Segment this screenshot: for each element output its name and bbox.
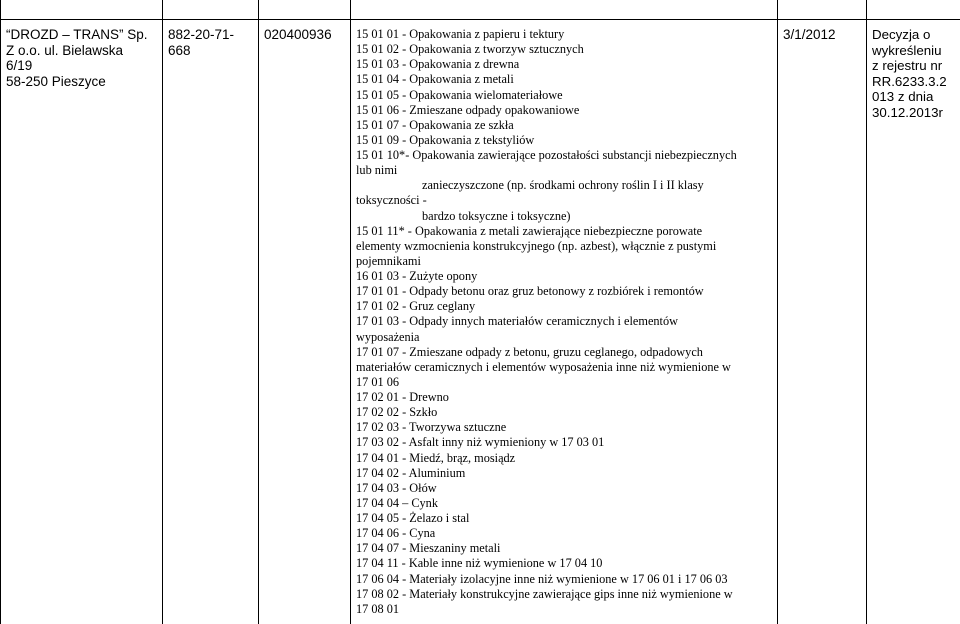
waste-code-line: 17 04 06 - Cyna xyxy=(356,526,436,541)
company-line: Z o.o. ul. Bielawska xyxy=(6,42,124,58)
waste-code-line: 17 01 02 - Gruz ceglany xyxy=(356,299,476,314)
waste-code-line: 15 01 10*- Opakowania zawierające pozostałości substancji niebezpiecznych xyxy=(356,148,737,162)
waste-code-line: 17 04 01 - Miedź, brąz, mosiądz xyxy=(356,450,516,465)
waste-code-line: 17 01 06 xyxy=(356,374,400,389)
waste-code-line: 15 01 03 - Opakowania z drewna xyxy=(356,57,520,72)
waste-code-line: 15 01 04 - Opakowania z metali xyxy=(356,72,514,87)
regon-value: 020400936 xyxy=(264,27,332,42)
waste-code-line: 17 01 07 - Zmieszane odpady z betonu, gruzu ceglanego, odpadowych xyxy=(356,344,703,359)
table-top-border xyxy=(0,19,960,20)
decision-cell xyxy=(872,27,960,121)
nip-line: 882-20-71- xyxy=(168,27,235,42)
waste-code-line: 17 02 03 - Tworzywa sztuczne xyxy=(356,420,507,435)
waste-code-line: 15 01 07 - Opakowania ze szkła xyxy=(356,117,514,132)
decision-line: z rejestru nr xyxy=(872,58,943,74)
waste-code-line: 17 02 02 - Szkło xyxy=(356,405,438,420)
waste-code-line: 17 02 01 - Drewno xyxy=(356,390,449,404)
waste-code-line: wyposażenia xyxy=(356,329,420,344)
decision-line: 013 z dnia xyxy=(872,89,934,105)
decision-line: wykreśleniu xyxy=(872,42,942,58)
waste-code-line: 17 04 07 - Mieszaniny metali xyxy=(356,541,501,556)
decision-line: RR.6233.3.2 xyxy=(872,73,947,89)
waste-code-line: 17 04 11 - Kable inne niż wymienione w 17 04 10 xyxy=(356,556,603,571)
nip-cell xyxy=(168,27,254,58)
company-line: “DROZD – TRANS” Sp. xyxy=(6,27,148,42)
waste-code-line: 15 01 02 - Opakowania z tworzyw sztucznych xyxy=(356,42,584,57)
waste-code-line: zanieczyszczone (np. środkami ochrony roślin I i II klasy xyxy=(422,178,704,193)
waste-code-line: 17 04 04 – Cynk xyxy=(356,495,438,510)
column-divider xyxy=(777,0,778,624)
entry-date-cell xyxy=(783,27,867,43)
company-cell xyxy=(6,27,156,89)
waste-code-line: toksyczności - xyxy=(356,193,427,208)
waste-code-line: materiałów ceramicznych i elementów wyposażenia inne niż wymienione w xyxy=(356,359,731,374)
column-divider xyxy=(258,0,259,624)
waste-code-line: 15 01 09 - Opakowania z tekstyliów xyxy=(356,132,535,147)
company-line: 6/19 xyxy=(6,58,33,74)
waste-code-line: elementy wzmocnienia konstrukcyjnego (np. azbest), włącznie z pustymi xyxy=(356,238,717,253)
column-divider xyxy=(866,0,867,624)
waste-code-line: lub nimi xyxy=(356,163,398,178)
waste-code-line: 17 06 04 - Materiały izolacyjne inne niż wymienione w 17 06 01 i 17 06 03 xyxy=(356,571,728,586)
waste-code-line: 17 08 01 xyxy=(356,601,400,616)
waste-code-line: 17 01 01 - Odpady betonu oraz gruz betonowy z rozbiórek i remontów xyxy=(356,284,704,299)
waste-code-line: 17 01 03 - Odpady innych materiałów ceramicznych i elementów xyxy=(356,314,679,329)
decision-line: Decyzja o xyxy=(872,27,931,42)
column-divider xyxy=(350,0,351,624)
waste-code-line: 17 04 03 - Ołów xyxy=(356,480,437,495)
waste-code-line: 17 08 02 - Materiały konstrukcyjne zawierające gips inne niż wymienione w xyxy=(356,586,733,601)
waste-code-line: 17 04 02 - Aluminium xyxy=(356,465,466,480)
waste-code-line: 15 01 06 - Zmieszane odpady opakowaniowe xyxy=(356,102,580,117)
company-line: 58-250 Pieszyce xyxy=(6,73,106,89)
waste-codes-cell xyxy=(356,27,774,617)
waste-code-line: 17 03 02 - Asfalt inny niż wymieniony w 17 03 01 xyxy=(356,435,605,450)
waste-code-line: 15 01 05 - Opakowania wielomateriałowe xyxy=(356,87,563,102)
column-divider xyxy=(162,0,163,624)
waste-code-line: 15 01 01 - Opakowania z papieru i tektury xyxy=(356,27,565,41)
waste-code-line: 16 01 03 - Zużyte opony xyxy=(356,269,478,283)
waste-code-line: pojemnikami xyxy=(356,253,421,268)
column-divider xyxy=(0,0,1,624)
waste-code-line: bardzo toksyczne i toksyczne) xyxy=(422,208,571,223)
waste-code-line: 15 01 11* - Opakowania z metali zawierające niebezpieczne porowate xyxy=(356,223,703,238)
decision-line: 30.12.2013r xyxy=(872,104,943,120)
waste-code-line: 17 04 05 - Żelazo i stal xyxy=(356,511,470,525)
nip-line: 668 xyxy=(168,42,191,58)
entry-date: 3/1/2012 xyxy=(783,27,836,42)
regon-cell xyxy=(264,27,348,43)
